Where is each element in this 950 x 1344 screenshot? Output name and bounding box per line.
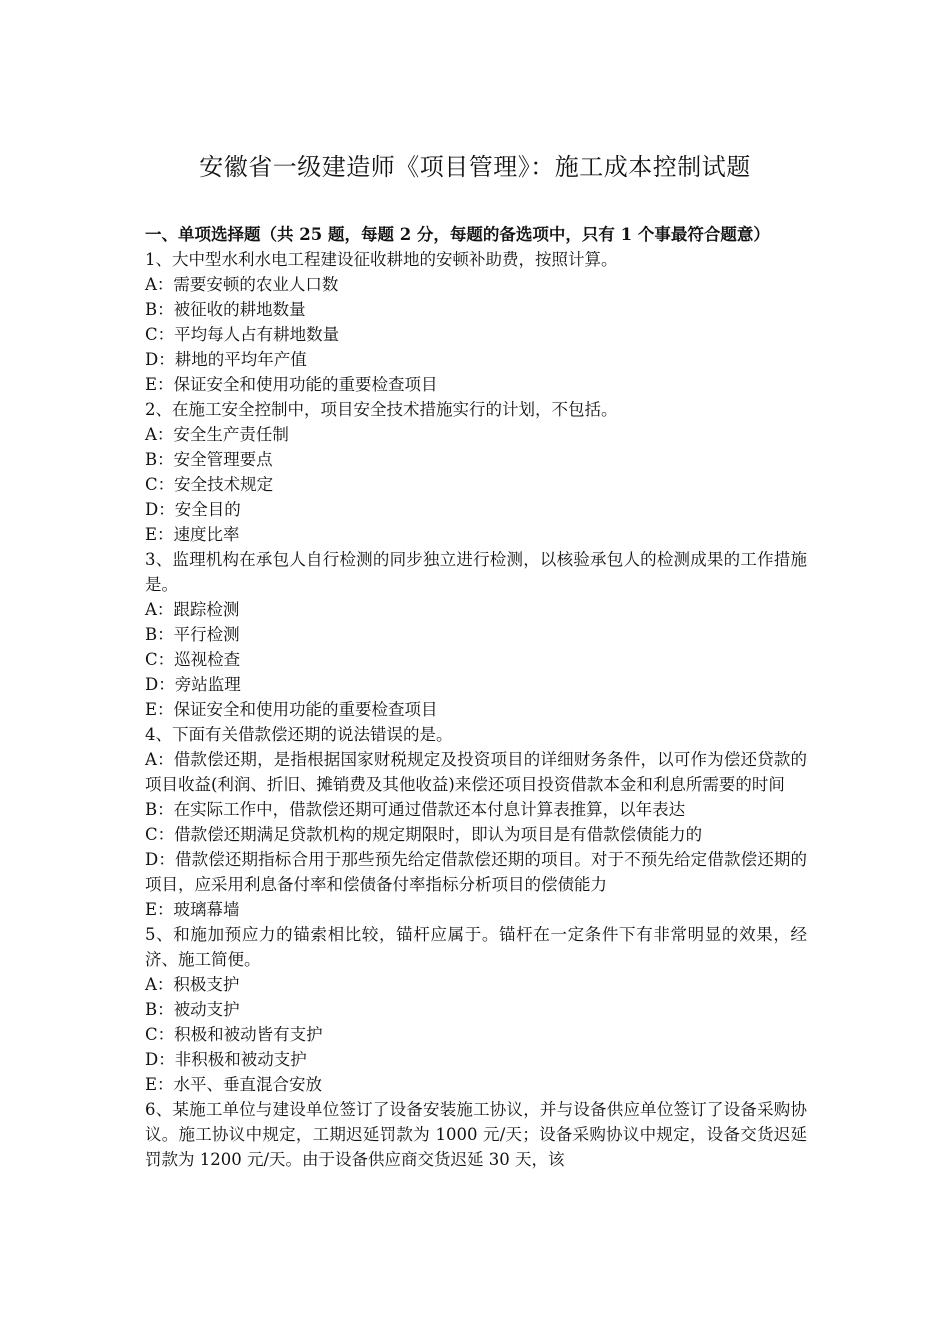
option-c: C：借款偿还期满足贷款机构的规定期限时，即认为项目是有借款偿债能力的 xyxy=(145,825,703,844)
question-stem: 4、下面有关借款偿还期的说法错误的是。 xyxy=(145,725,453,744)
option-a: A：借款偿还期，是指根据国家财税规定及投资项目的详细财务条件，以可作为偿还贷款的项目收益(利润、折旧、摊销费及其他收益)来偿还项目投资借款本金和利息所需要的时间 xyxy=(145,750,807,794)
option-c: C：安全技术规定 xyxy=(145,475,274,494)
question-3 xyxy=(145,547,807,722)
question-1 xyxy=(145,247,807,397)
option-d: D：旁站监理 xyxy=(145,675,241,694)
question-stem: 6、某施工单位与建设单位签订了设备安装施工协议，并与设备供应单位签订了设备采购协议。施工协议中规定，工期迟延罚款为 1000 元/天；设备采购协议中规定，设备交货迟延罚款为 1200 元/天。由于设备供应商交货迟延 30 天，该 xyxy=(145,1100,807,1169)
question-2 xyxy=(145,397,807,547)
option-c: C：积极和被动皆有支护 xyxy=(145,1025,323,1044)
question-stem: 3、监理机构在承包人自行检测的同步独立进行检测，以核验承包人的检测成果的工作措施是。 xyxy=(145,550,807,594)
option-d: D：安全目的 xyxy=(145,500,241,519)
option-c: C：平均每人占有耕地数量 xyxy=(145,325,340,344)
question-stem: 2、在施工安全控制中，项目安全技术措施实行的计划，不包括。 xyxy=(145,400,618,419)
option-a: A：积极支护 xyxy=(145,975,240,994)
option-b: B：在实际工作中，借款偿还期可通过借款还本付息计算表推算，以年表达 xyxy=(145,800,686,819)
question-5 xyxy=(145,922,807,1097)
option-d: D：耕地的平均年产值 xyxy=(145,350,307,369)
option-a: A：需要安顿的农业人口数 xyxy=(145,275,339,294)
section-heading: 一、单项选择题（共 25 题，每题 2 分，每题的备选项中，只有 1 个事最符合题意） xyxy=(145,225,770,244)
option-e: E：水平、垂直混合安放 xyxy=(145,1075,323,1094)
document-body xyxy=(145,222,807,1172)
option-e: E：保证安全和使用功能的重要检查项目 xyxy=(145,700,438,719)
option-e: E：速度比率 xyxy=(145,525,240,544)
option-c: C：巡视检查 xyxy=(145,650,241,669)
option-b: B：被征收的耕地数量 xyxy=(145,300,306,319)
option-d: D：借款偿还期指标合用于那些预先给定借款偿还期的项目。对于不预先给定借款偿还期的项目，应采用利息备付率和偿债备付率指标分析项目的偿债能力 xyxy=(145,850,807,894)
document-title: 安徽省一级建造师《项目管理》：施工成本控制试题 xyxy=(199,153,751,181)
question-6 xyxy=(145,1097,807,1172)
option-b: B：被动支护 xyxy=(145,1000,240,1019)
option-a: A：跟踪检测 xyxy=(145,600,240,619)
question-stem: 5、和施加预应力的锚索相比较，锚杆应属于。锚杆在一定条件下有非常明显的效果，经济、施工简便。 xyxy=(145,925,807,969)
question-stem: 1、大中型水利水电工程建设征收耕地的安顿补助费，按照计算。 xyxy=(145,250,618,269)
option-d: D：非积极和被动支护 xyxy=(145,1050,307,1069)
option-b: B：平行检测 xyxy=(145,625,240,644)
option-a: A：安全生产责任制 xyxy=(145,425,289,444)
option-b: B：安全管理要点 xyxy=(145,450,273,469)
question-4 xyxy=(145,722,807,922)
option-e: E：保证安全和使用功能的重要检查项目 xyxy=(145,375,438,394)
option-e: E：玻璃幕墙 xyxy=(145,900,240,919)
